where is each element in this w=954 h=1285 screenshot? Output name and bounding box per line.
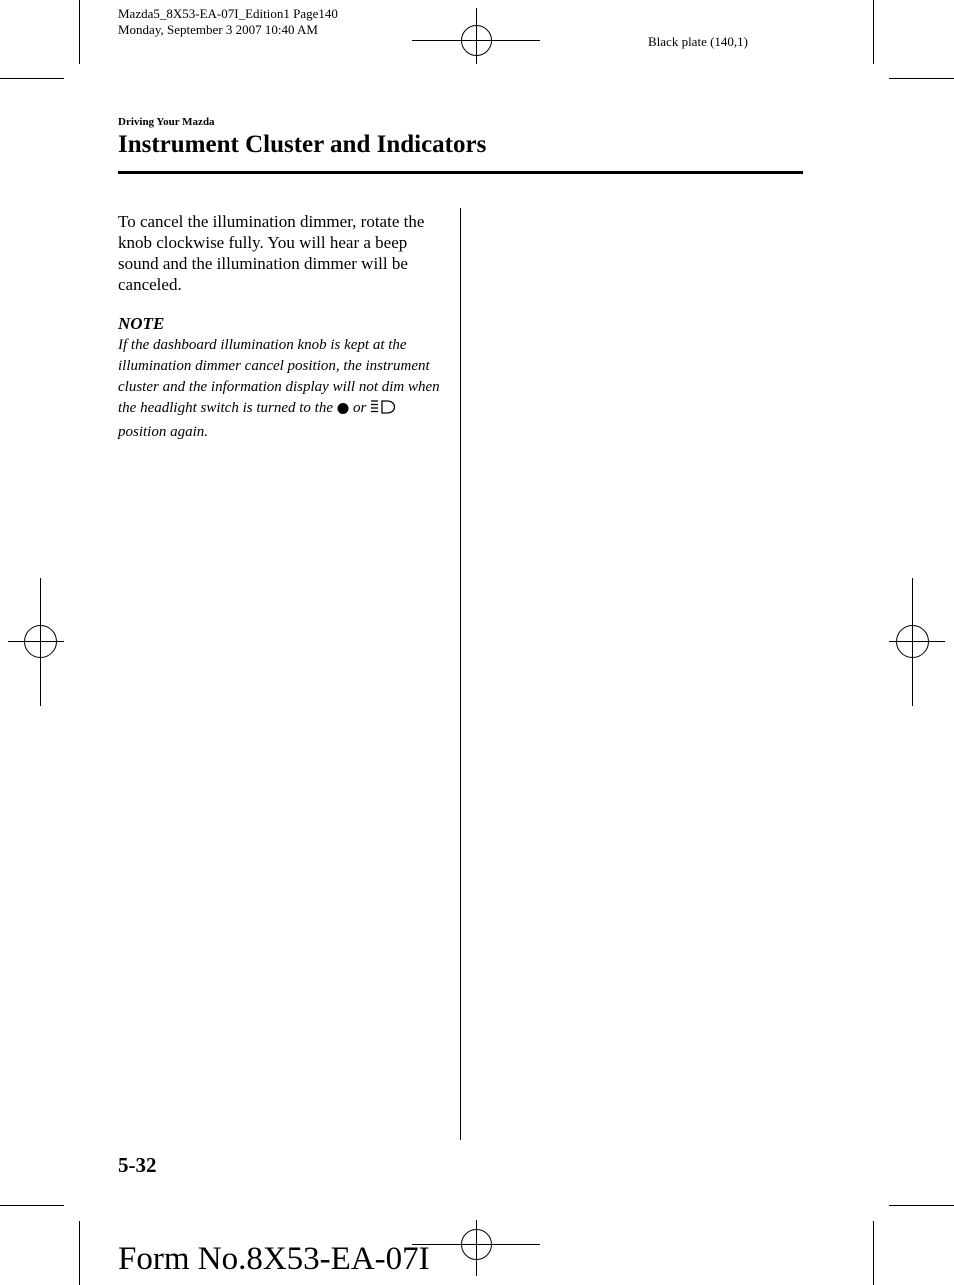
slug-line-2: Monday, September 3 2007 10:40 AM	[118, 22, 318, 37]
column-divider	[460, 208, 461, 1140]
note-text-or: or	[352, 400, 367, 416]
note-heading: NOTE	[118, 314, 165, 333]
section-label: Driving Your Mazda	[118, 116, 215, 128]
page-number: 5-32	[118, 1153, 157, 1177]
page-title: Instrument Cluster and Indicators	[118, 131, 487, 158]
note-text	[118, 335, 448, 443]
headlight-icon	[370, 399, 396, 422]
note-text-before: If the dashboard illumination knob is kept at the illumination dimmer cancel position, the instrument cluster and the information display will not dim when the headlight switch is turned to the	[118, 337, 440, 416]
form-number: Form No.8X53-EA-07I	[118, 1241, 430, 1277]
print-slug	[118, 6, 338, 38]
slug-line-1: Mazda5_8X53-EA-07I_Edition1 Page140	[118, 6, 338, 21]
parking-light-icon	[337, 401, 349, 422]
note-text-after: position again.	[118, 424, 209, 440]
plate-label: Black plate (140,1)	[648, 34, 748, 49]
title-rule	[118, 171, 803, 174]
body-paragraph: To cancel the illumination dimmer, rotate the knob clockwise fully. You will hear a beep sound and the illumination dimmer will be canceled.	[118, 212, 425, 294]
